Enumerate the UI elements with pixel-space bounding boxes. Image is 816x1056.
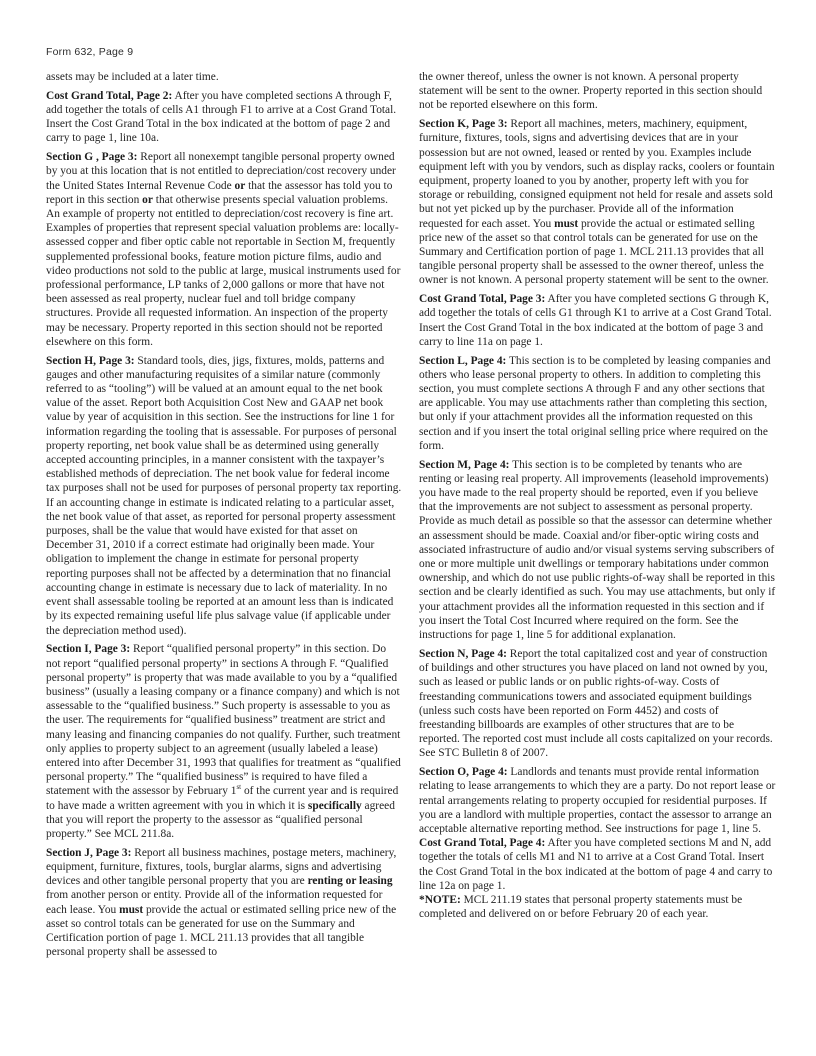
section-h-page3-paragraph: Section H, Page 3: Standard tools, dies, jigs, fixtures, molds, patterns and gauges and other manufacturing requisites of a similar nature (commonly referred to as “tooling”) will be valued at an amount equal to the net book value of the asset. Report both Acquisition Cost New and GAAP net book value by year of acquisition in this section. See the instructions for line 1 for information regarding the tooling that is assessable. For purposes of personal property reporting, net book value shall be as determined using generally accepted accounting principles, in a manner consistent with the taxpayer’s established methods of depreciation. The net book value for federal income tax purposes shall not be used for purposes of personal property tax reporting. If an accounting change in estimate is indicated relating to a particular asset, the net book value of that asset, as reported for personal property assessment purposes, shall be the value that would have existed for that asset on December 31, 2010 if a correct estimate had originally been made. Your obligation to implement the change in estimate for personal property reporting purposes shall not be affected by a determination that no financial accounting change in estimate is necessary due to lack of materiality. In no event shall assessable tooling be reported at an amount less than is indicated by its expected remaining useful life plus salvage value (if applicable under the depreciation method used). [46, 354, 402, 637]
section-i-page3-paragraph: Section I, Page 3: Report “qualified personal property” in this section. Do not report “qualified personal property” in sections A through F. “Qualified personal property” is property that was made available to you by a “qualified business” (usually a leasing company or a finance company) and which is not assessable to the “qualified business.” Such property is assessable to you as the user. The requirements for “qualified business” treatment are strict and many leasing and financing companies do not qualify. Further, such treatment only applies to property subject to an agreement (usually labeled a lease) entered into after December 31, 1993 that qualifies for treatment as “qualified personal property.” The “qualified business” is required to have filed a statement with the assessor by February 1st of the current year and is required to have made a written agreement with you in which it is specifically agreed that you will report the property to the assessor as “qualified personal property.” See MCL 211.8a. [46, 643, 401, 840]
two-column-layout [46, 70, 776, 959]
cost-grand-total-page3-paragraph: Cost Grand Total, Page 3: After you have completed sections G through K, add together the totals of cells G1 through K1 to arrive at a Cost Grand Total. Insert the Cost Grand Total in the box indicated at the bottom of page 3 and carry to line 11a on page 1. [419, 293, 772, 348]
section-j-continuation-paragraph: the owner thereof, unless the owner is not known. A personal property statement will be sent to the owner. Property reported in this section should not be reported elsewhere on this form. [419, 71, 763, 112]
left-column [46, 70, 403, 959]
cost-grand-total-page4-paragraph: Cost Grand Total, Page 4: After you have completed sections M and N, add together the totals of cells M1 and N1 to arrive at a Cost Grand Total. Insert the Cost Grand Total in the box indicated at the bottom of page 4 and carry to line 12a on page 1. [419, 837, 773, 892]
section-m-page4-paragraph: Section M, Page 4: This section is to be completed by tenants who are renting or leasing real property. All improvements (leasehold improvements) you have made to the real property should be reported, even if you believe that the improvements are not subject to assessment as personal property. Provide as much detail as possible so that the assessor can determine whether an assessment should be made. Coaxial and/or fiber-optic wiring costs and associated infrastructure of audio and/or visual systems serving subscribers of one or more multiple unit dwellings or temporary habitations under common ownership, and which do not use public rights-of-way shall be reported in this section and be clearly identified as such. You may use attachments, but only if your attachment provides all the information requested in this section and if you insert the Total Cost Incurred where required on the form. See the instructions for page 1, line 5 for additional explanation. [419, 458, 776, 642]
continuation-paragraph: assets may be included at a later time. [46, 71, 219, 83]
section-j-page3-paragraph: Section J, Page 3: Report all business machines, postage meters, machinery, equipment, furniture, fixtures, tools, burglar alarms, signs and advertising devices and other tangible personal property that you are renting or leasing from another person or entity. Provide all of the information requested for each lease. You must provide the actual or estimated selling price new of the asset so control totals can be generated for use on the Summary and Certification portion of page 1. MCL 211.13 provides that all tangible personal property shall be assessed to [46, 846, 397, 959]
section-k-page3-paragraph: Section K, Page 3: Report all machines, meters, machinery, equipment, furniture, fixtures, tools, signs and advertising devices that are in your possession but are not owned, leased or rented by you. Examples include equipment left with you by vendors, such as display racks, coolers or fountain equipment, property loaned to you by another, property left with you for storage or rebuilding, consigned equipment not held for resale and assets sold but not yet picked up by the purchaser. Provide all of the information requested for each asset. You must provide the actual or estimated selling price new of the asset so that control totals can be generated for use on the Summary and Certification portion of page 1. MCL 211.13 provides that all tangible personal property shall be assessed to the owner thereof, unless the owner is not known. A personal property statement will be sent to the owner. [419, 118, 775, 287]
section-g-page3-paragraph: Section G , Page 3: Report all nonexempt tangible personal property owned by you at this location that is not entitled to depreciation/cost recovery under the United States Internal Revenue Code or that the assessor has told you to report in this section or that otherwise presents special valuation problems. An example of property not entitled to depreciation/cost recovery is fine art. Examples of properties that represent special valuation problems are: locally-assessed copper and fiber optic cable not reportable in Section M, frequently supplemented professional books, feature motion picture films, audio and video productions not sold to the public at large, musical instruments used for professional performance, LP tanks of 2,000 gallons or more that have not been assessed as real property, nuclear fuel and toll bridge company structures. Provide all requested information. An inspection of the property may be necessary. Property reported in this section should not be reported elsewhere on this form. [46, 151, 401, 348]
section-l-page4-paragraph: Section L, Page 4: This section is to be completed by leasing companies and others who lease personal property to others. In addition to completing this section, you must complete sections A through F and any other sections that are applicable. You may use attachments rather than completing this section, but only if your attachment provides all the information requested on this section and if you insert the total original selling price where required on the form. [419, 354, 771, 452]
section-n-page4-paragraph: Section N, Page 4: Report the total capitalized cost and year of construction of buildings and other structures you have placed on land not owned by you, such as leased or public lands or on public rights-of-way. Costs of freestanding communications towers and associated equipment buildings (unless such costs have been reported on Form 4452) and costs of freestanding billboards are examples of other structures that are to be reported. The reported cost must include all costs capitalized on your records. See STC Bulletin 8 of 2007. [419, 647, 773, 760]
cost-grand-total-page2-paragraph: Cost Grand Total, Page 2: After you have completed sections A through F, add together the totals of cells A1 through F1 to arrive at a Cost Grand Total. Insert the Cost Grand Total in the box indicated at the bottom of page 2 and carry to page 1, line 10a. [46, 89, 397, 145]
right-column [419, 70, 776, 959]
section-o-page4-paragraph: Section O, Page 4: Landlords and tenants must provide rental information relating to lease arrangements to which they are a party. Do not report lease or rental arrangements relating to property occupied for residential purposes. If you are a landlord with multiple properties, contact the assessor to arrange an acceptable alternative reporting method. See instructions for page 1, line 5. [419, 766, 776, 835]
page-header: Form 632, Page 9 [46, 46, 134, 58]
note-paragraph: *NOTE: MCL 211.19 states that personal property statements must be completed and delivered on or before February 20 of each year. [419, 893, 743, 921]
